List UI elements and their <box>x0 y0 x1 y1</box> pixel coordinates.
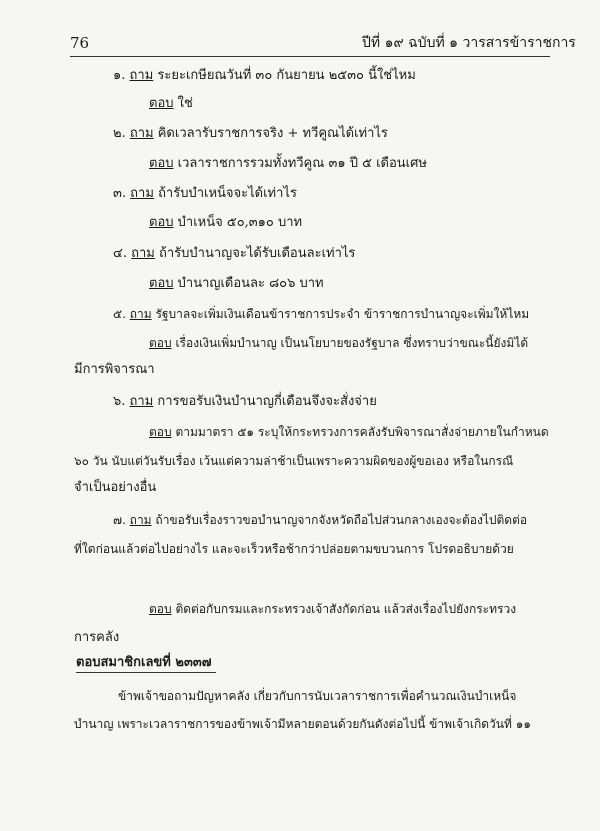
answer-7 <box>149 601 516 617</box>
answer-text: ติดต่อกับกรมและกระทรวงเจ้าสังกัดก่อน แล้วส่งเรื่องไปยังกระทรวง <box>175 602 517 616</box>
answer-4 <box>149 276 324 292</box>
answer-6-continued: ๖๐ วัน นับแต่วันรับเรื่อง เว้นแต่ความล่าช้าเป็นเพราะความผิดของผู้ขอเอง หรือในกรณี <box>74 454 514 468</box>
question-text: ระยะเกษียณวันที่ ๓๐ กันยายน ๒๕๓๐ นี้ใช่ไหม <box>157 68 416 83</box>
answer-label: ตอบ <box>149 156 174 171</box>
question-7 <box>113 512 527 528</box>
question-text: คิดเวลารับราชการจริง + ทวีคูณได้เท่าไร <box>157 126 388 141</box>
question-number: ๗. <box>113 513 126 527</box>
ask-label: ถาม <box>131 246 155 261</box>
ask-label: ถาม <box>130 186 154 201</box>
journal-header: ปีที่ ๑๙ ฉบับที่ ๑ วารสารข้าราชการ <box>362 35 576 51</box>
answer-text: เวลาราชการรวมทั้งทวีคูณ ๓๑ ปี ๕ เดือนเศษ <box>177 156 427 171</box>
answer-3 <box>149 215 302 231</box>
question-6 <box>113 394 377 410</box>
answer-2 <box>149 156 427 172</box>
answer-label: ตอบ <box>149 96 174 111</box>
answer-5 <box>149 335 528 351</box>
question-number: ๓. <box>113 186 127 201</box>
answer-5-continued: มีการพิจารณา <box>74 362 155 377</box>
question-text: การขอรับเงินบำนาญกี่เดือนจึงจะสั่งจ่าย <box>157 394 377 409</box>
question-4 <box>113 246 355 262</box>
question-number: ๑. <box>113 68 126 83</box>
ask-label: ถาม <box>129 126 154 141</box>
question-number: ๕. <box>113 307 126 321</box>
question-text: ถ้าขอรับเรื่องราวขอบำนาญจากจังหวัดถือไปส่วนกลางเองจะต้องไปติดต่อ <box>155 513 528 527</box>
member-paragraph-line-1: ข้าพเจ้าขอถามปัญหาคลัง เกี่ยวกับการนับเวลาราชการเพื่อคำนวณเงินบำเหน็จ <box>118 689 517 703</box>
question-text: ถ้ารับบำเหน็จจะได้เท่าไร <box>158 186 297 201</box>
question-text: ถ้ารับบำนาญจะได้รับเดือนละเท่าไร <box>159 246 356 261</box>
ask-label: ถาม <box>129 307 152 321</box>
answer-label: ตอบ <box>149 425 172 439</box>
answer-label: ตอบ <box>149 276 174 291</box>
question-number: ๖. <box>113 394 126 409</box>
header-rule <box>70 56 550 57</box>
page-number: 76 <box>70 34 90 52</box>
answer-text: บำนาญเดือนละ ๘๐๖ บาท <box>177 276 324 291</box>
question-3 <box>113 186 297 202</box>
question-number: ๔. <box>113 246 127 261</box>
answer-6 <box>149 424 549 440</box>
answer-label: ตอบ <box>149 336 172 350</box>
answer-7-continued: การคลัง <box>74 630 120 645</box>
question-7-continued: ที่ใดก่อนแล้วต่อไปอย่างไร และจะเร็วหรือช้ากว่าปล่อยตามขบวนการ โปรดอธิบายด้วย <box>74 542 514 556</box>
member-heading-rule <box>76 672 216 673</box>
ask-label: ถาม <box>129 513 152 527</box>
member-paragraph-line-2: บำนาญ เพราะเวลาราชการของข้าพเจ้ามีหลายตอนด้วยกันดังต่อไปนี้ ข้าพเจ้าเกิดวันที่ ๑๑ <box>74 717 531 731</box>
ask-label: ถาม <box>129 394 154 409</box>
question-5 <box>113 306 529 322</box>
answer-label: ตอบ <box>149 602 172 616</box>
answer-text: เรื่องเงินเพิ่มบำนาญ เป็นนโยบายของรัฐบาล ซึ่งทราบว่าขณะนี้ยังมิได้ <box>175 336 529 350</box>
answer-label: ตอบ <box>149 215 174 230</box>
question-text: รัฐบาลจะเพิ่มเงินเดือนข้าราชการประจำ ข้าราชการบำนาญจะเพิ่มให้ไหม <box>155 307 530 321</box>
answer-1 <box>149 96 193 112</box>
answer-6-continued-2: จำเป็นอย่างอื่น <box>74 480 157 495</box>
answer-text: ตามมาตรา ๕๑ ระบุให้กระทรวงการคลังรับพิจารณาสั่งจ่ายภายในกำหนด <box>175 425 549 439</box>
question-2 <box>113 126 388 142</box>
question-number: ๒. <box>113 126 126 141</box>
member-heading: ตอบสมาชิกเลขที่ ๒๓๓๗ <box>76 655 212 670</box>
question-1 <box>113 68 416 84</box>
answer-text: ใช่ <box>177 96 193 111</box>
answer-text: บำเหน็จ ๕๐,๓๑๐ บาท <box>177 215 303 230</box>
ask-label: ถาม <box>129 68 154 83</box>
